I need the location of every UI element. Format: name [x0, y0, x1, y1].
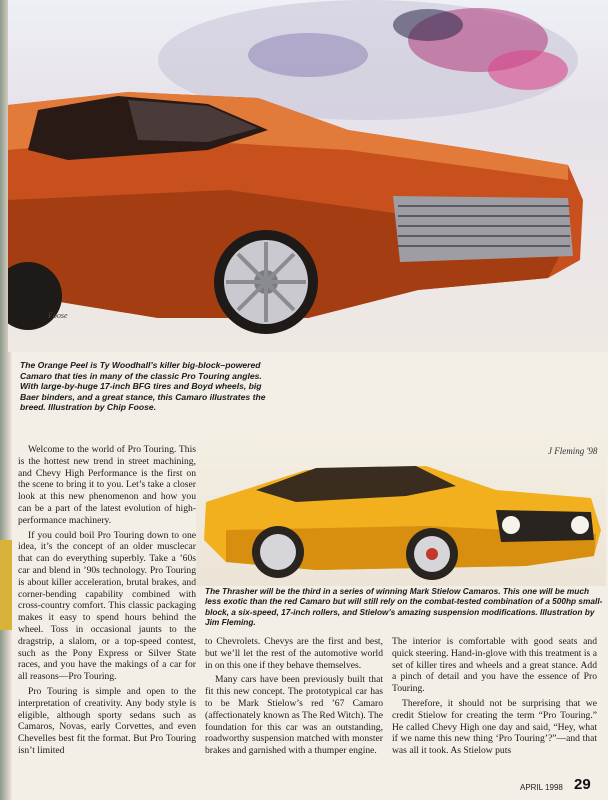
paragraph: Many cars have been previously built that fit this new concept. The prototypical car has to be Mark Stielow’s red ’67 Camaro (affectionately known as The Red Witch). The foundation for this car was an outstanding, roadworthy suspension matched with monster brakes and garnished with a thumper engine. — [205, 674, 383, 757]
adjacent-page-strip — [0, 540, 12, 630]
yellow-camaro-caption: The Thrasher will be the third in a series of winning Mark Stielow Camaros. This one will be much less exotic than the red Camaro but will still rely on the combat-tested combination of a 500hp small-block, a six-speed, 17-inch rollers, and Stielow’s amazing suspension modifications. Illustration by Jim Fleming. — [205, 586, 603, 628]
article-column-1 — [18, 444, 196, 760]
paragraph: The interior is comfortable with good seats and quick steering. Hand-in-glove with this treatment is a set of killer tires and wheels and a great stance. Add a pinch of detail and you have the essence of Pro Touring. — [392, 636, 597, 695]
yellow-signature: J Fleming '98 — [548, 446, 598, 456]
issue-date: APRIL 1998 — [520, 783, 563, 792]
paragraph: If you could boil Pro Touring down to one idea, it’s the concept of an older musclecar that can do everything superbly. Take a ’60s car and blend in ’90s technology. Pro Touring is about killer acceleration, brutal brakes, and corner-bending capability combined with cross-country comfort. This classic packaging makes it easy to spend hours behind the wheel. Toss in occasional jaunts to the dragstrip, a slalom, or a top-speed contest, such as the Pony Express or Silver State races, and you have the makings of a car for all reasons—Pro Touring. — [18, 529, 196, 683]
paragraph: Pro Touring is simple and open to the interpretation of creativity. Any body style is eligible, although sporty sedans such as Camaros, Novas, early Corvettes, and even Chevelles best fit the format. But Pro Touring isn’t limited — [18, 685, 196, 756]
hero-signature: Foose — [48, 311, 68, 320]
paragraph: to Chevrolets. Chevys are the first and best, but we’ll let the rest of the automotive world in on this one if they behave themselves. — [205, 636, 383, 671]
page-number: 29 — [574, 776, 591, 793]
paragraph: Welcome to the world of Pro Touring. This is the hottest new trend in street machining, and Chevy High Performance is the first on the scene to bring it to you. Let’s take a closer look at this new phenomenon and how you can be a part of the latest evolution of high-performance machinery. — [18, 444, 196, 526]
orange-camaro-illustration — [8, 0, 608, 352]
article-column-2 — [205, 636, 383, 760]
paragraph: Therefore, it should not be surprising that we credit Stielow for creating the term “Pro Touring.” He called Chevy High one day and said, “Hey, what if we name this new thing ‘Pro Touring’?”—and that was all it took. As Stielow puts — [392, 697, 597, 757]
orange-camaro-caption: The Orange Peel is Ty Woodhall’s killer big-block–powered Camaro that ties in many of the classic Pro Touring angles. With large-by-huge 17-inch BFG tires and Boyd wheels, big Baer binders, and a great stance, this Camaro illustrates the breed. Illustration by Chip Foose. — [20, 360, 266, 413]
article-column-3 — [392, 636, 597, 760]
yellow-camaro-illustration — [196, 430, 606, 586]
